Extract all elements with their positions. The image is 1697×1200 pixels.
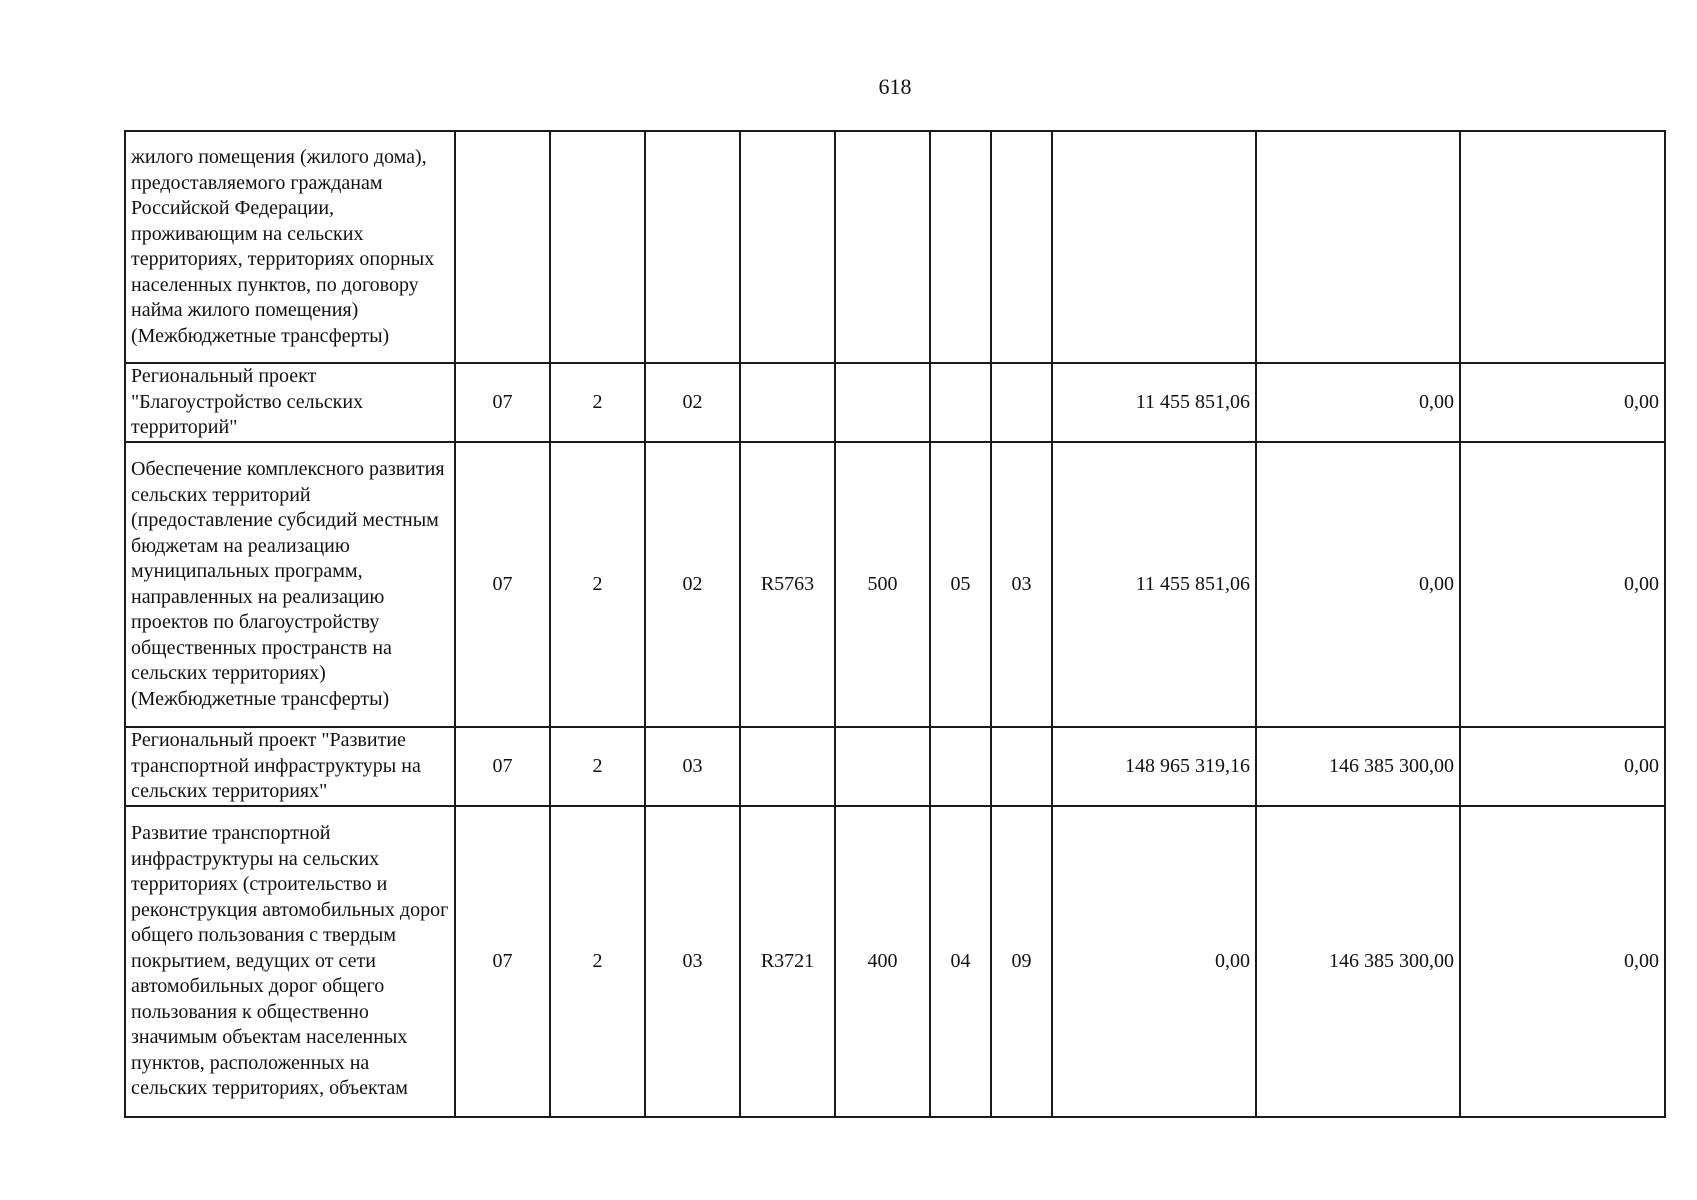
project-code xyxy=(645,131,740,363)
expense-type-code: 500 xyxy=(835,442,930,727)
direction-code xyxy=(740,131,835,363)
program-code: 07 xyxy=(455,727,550,806)
expense-type-code xyxy=(835,363,930,442)
table-row xyxy=(125,442,1665,727)
subprogram-code: 2 xyxy=(550,442,645,727)
section-code xyxy=(930,727,991,806)
program-code xyxy=(455,131,550,363)
direction-code: R3721 xyxy=(740,806,835,1117)
page-number: 618 xyxy=(878,74,912,99)
table-row xyxy=(125,131,1665,363)
row-description: Региональный проект "Благоустройство сельских территорий" xyxy=(125,363,455,442)
program-code: 07 xyxy=(455,363,550,442)
subsection-code: 03 xyxy=(991,442,1052,727)
program-code: 07 xyxy=(455,806,550,1117)
amount-year-1: 11 455 851,06 xyxy=(1052,363,1256,442)
row-description: Развитие транспортной инфраструктуры на сельских территориях (строительство и реконструкция автомобильных дорог общего пользования с твердым покрытием, ведущих от сети автомобильных дорог общего пользования к общественно значимым объектам населенных пунктов, расположенных на сельских территориях, объектам xyxy=(125,806,455,1117)
row-description: Обеспечение комплексного развития сельских территорий (предоставление субсидий местным бюджетам на реализацию муниципальных программ, направленных на реализацию проектов по благоустройству общественных пространств на сельских территориях) (Межбюджетные трансферты) xyxy=(125,442,455,727)
project-code: 03 xyxy=(645,806,740,1117)
table-row xyxy=(125,727,1665,806)
amount-year-1: 11 455 851,06 xyxy=(1052,442,1256,727)
program-code: 07 xyxy=(455,442,550,727)
expense-type-code xyxy=(835,727,930,806)
section-code: 04 xyxy=(930,806,991,1117)
budget-table xyxy=(124,130,1666,1118)
amount-year-3: 0,00 xyxy=(1460,806,1665,1117)
row-description: Региональный проект "Развитие транспортной инфраструктуры на сельских территориях" xyxy=(125,727,455,806)
amount-year-2: 0,00 xyxy=(1256,442,1460,727)
section-code xyxy=(930,131,991,363)
amount-year-2: 146 385 300,00 xyxy=(1256,806,1460,1117)
table-row xyxy=(125,363,1665,442)
amount-year-2 xyxy=(1256,131,1460,363)
direction-code: R5763 xyxy=(740,442,835,727)
subprogram-code xyxy=(550,131,645,363)
amount-year-2: 146 385 300,00 xyxy=(1256,727,1460,806)
subprogram-code: 2 xyxy=(550,727,645,806)
section-code xyxy=(930,363,991,442)
amount-year-1: 148 965 319,16 xyxy=(1052,727,1256,806)
amount-year-1 xyxy=(1052,131,1256,363)
subsection-code xyxy=(991,363,1052,442)
subsection-code xyxy=(991,727,1052,806)
amount-year-3: 0,00 xyxy=(1460,363,1665,442)
expense-type-code: 400 xyxy=(835,806,930,1117)
subsection-code: 09 xyxy=(991,806,1052,1117)
expense-type-code xyxy=(835,131,930,363)
row-description: жилого помещения (жилого дома), предоставляемого гражданам Российской Федерации, проживающим на сельских территориях, территориях опорных населенных пунктов, по договору найма жилого помещения) (Межбюджетные трансферты) xyxy=(125,131,455,363)
table-row xyxy=(125,806,1665,1117)
section-code: 05 xyxy=(930,442,991,727)
subsection-code xyxy=(991,131,1052,363)
direction-code xyxy=(740,363,835,442)
amount-year-2: 0,00 xyxy=(1256,363,1460,442)
amount-year-3: 0,00 xyxy=(1460,727,1665,806)
direction-code xyxy=(740,727,835,806)
amount-year-1: 0,00 xyxy=(1052,806,1256,1117)
amount-year-3 xyxy=(1460,131,1665,363)
subprogram-code: 2 xyxy=(550,363,645,442)
project-code: 02 xyxy=(645,442,740,727)
project-code: 03 xyxy=(645,727,740,806)
amount-year-3: 0,00 xyxy=(1460,442,1665,727)
subprogram-code: 2 xyxy=(550,806,645,1117)
project-code: 02 xyxy=(645,363,740,442)
